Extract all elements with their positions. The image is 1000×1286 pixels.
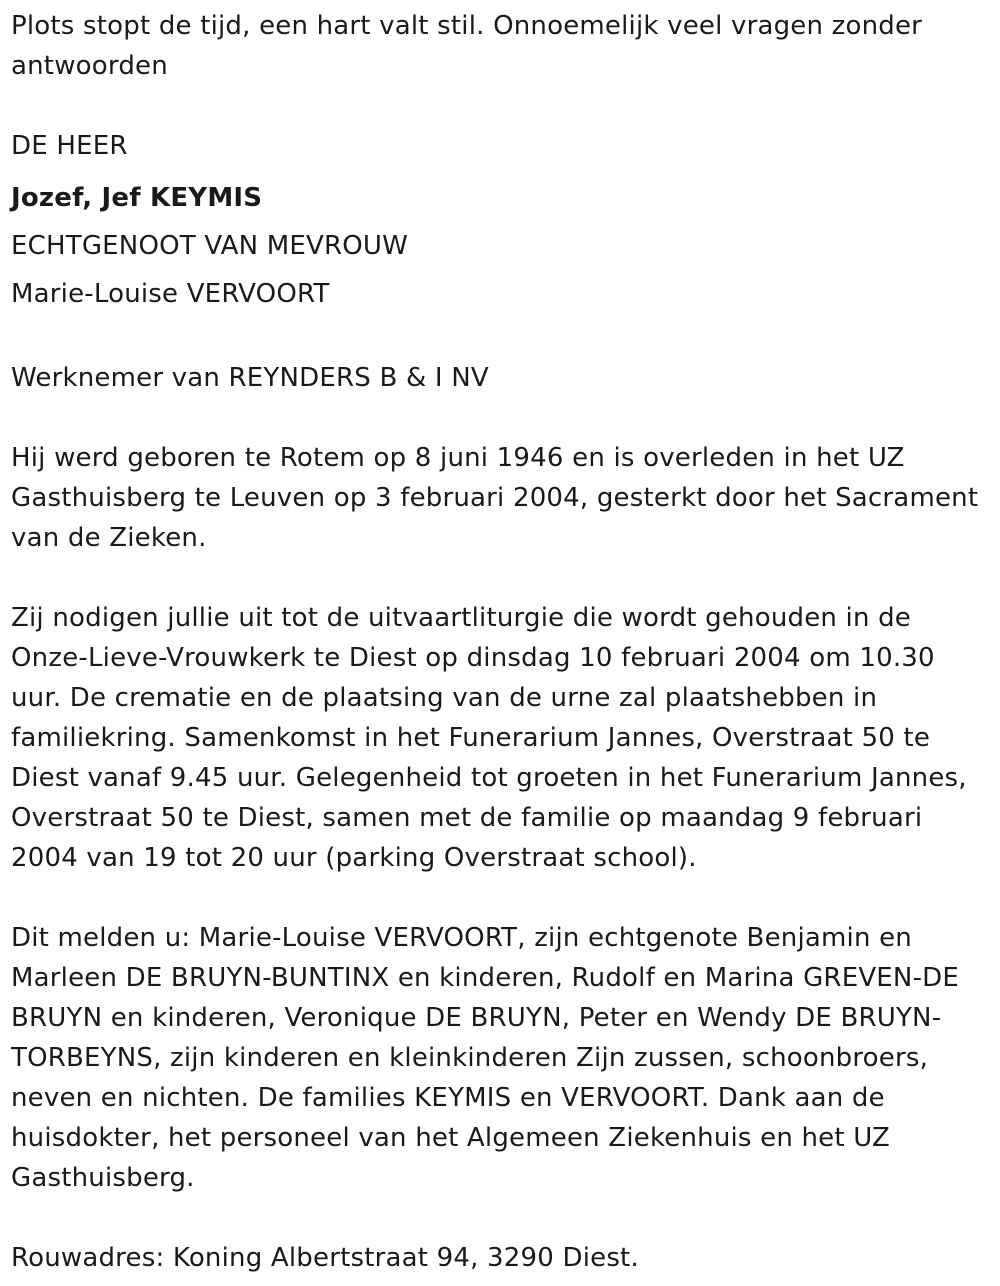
spouse-label: ECHTGENOOT VAN MEVROUW [11, 231, 409, 261]
title-prefix: DE HEER [11, 131, 128, 161]
spouse-name: Marie-Louise VERVOORT [11, 279, 330, 309]
birth-death-text: Hij werd geboren te Rotem op 8 juni 1946 en is overleden in het UZ Gasthuisberg te Leuven op 3 februari 2004, gesterkt door het Sacrament van de Zieken. [11, 443, 979, 553]
obituary-document [11, 6, 986, 1278]
address-text: Rouwadres: Koning Albertstraat 94, 3290 Diest. [11, 1243, 639, 1273]
announcers-text: Dit melden u: Marie-Louise VERVOORT, zijn echtgenote Benjamin en Marleen DE BRUYN-BUNTINX en kinderen, Rudolf en Marina GREVEN-DE BRUYN en kinderen, Veronique DE BRUYN, Peter en Wendy DE BRUYN-TORBEYNS, zijn kinderen en kleinkinderen Zijn zussen, schoonbroers, neven en nichten. De families KEYMIS en VERVOORT. Dank aan de huisdokter, het personeel van het Algemeen Ziekenhuis en het UZ Gasthuisberg. [11, 923, 960, 1193]
ceremony-text: Zij nodigen jullie uit tot de uitvaartliturgie die wordt gehouden in de Onze-Lieve-Vrouwkerk te Diest op dinsdag 10 februari 2004 om 10.30 uur. De crematie en de plaatsing van de urne zal plaatshebben in familiekring. Samenkomst in het Funerarium Jannes, Overstraat 50 te Diest vanaf 9.45 uur. Gelegenheid tot groeten in het Funerarium Jannes, Overstraat 50 te Diest, samen met de familie op maandag 9 februari 2004 van 19 tot 20 uur (parking Overstraat school). [11, 603, 967, 873]
intro-text: Plots stopt de tijd, een hart valt stil. Onnoemelijk veel vragen zonder antwoorden [11, 11, 923, 81]
deceased-header [11, 126, 986, 318]
deceased-name: Jozef, Jef KEYMIS [11, 183, 263, 213]
employer-text: Werknemer van REYNDERS B & I NV [11, 363, 489, 393]
